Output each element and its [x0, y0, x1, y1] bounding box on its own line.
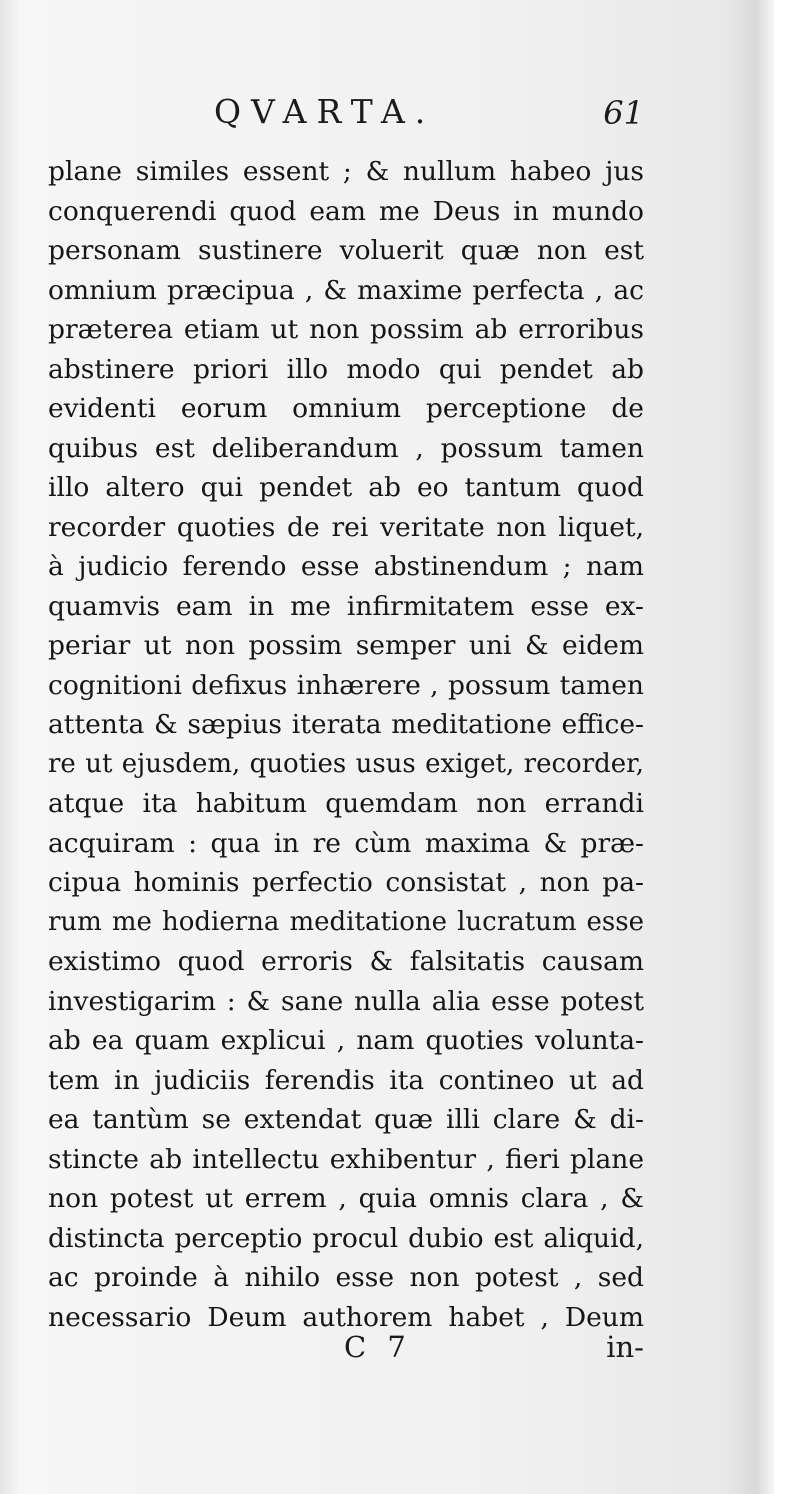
signature-mark: C 7 — [344, 1330, 412, 1364]
text-line: cipua hominis perfectio consistat , non pa- — [48, 867, 644, 898]
text-line: quamvis eam in me infirmitatem esse ex- — [48, 590, 644, 622]
text-line: cognitioni defixus inhærere , possum tamen — [48, 669, 644, 701]
text-line: quibus est deliberandum , possum tamen — [48, 432, 644, 464]
page-number: 61 — [603, 94, 644, 132]
text-line: acquiram : qua in re cùm maxima & præ- — [48, 827, 644, 859]
page-header — [48, 92, 644, 136]
text-line: evidenti eorum omnium perceptione de — [48, 393, 644, 424]
text-line: ea tantùm se extendat quæ illi clare & di- — [48, 1104, 644, 1135]
text-line: rum me hodierna meditatione lucratum esse — [48, 906, 644, 937]
text-line: necessario Deum authorem habet , Deum — [48, 1301, 644, 1333]
body-text — [48, 152, 644, 1337]
page-edge — [774, 0, 788, 1494]
text-line: præterea etiam ut non possim ab erroribus — [48, 314, 644, 345]
catchword: in- — [606, 1330, 644, 1364]
text-line: stincte ab intellectu exhibentur , fieri plane — [48, 1143, 644, 1175]
text-line: tem in judiciis ferendis ita contineo ut ad — [48, 1064, 644, 1096]
text-line: conquerendi quod eam me Deus in mundo — [48, 195, 644, 227]
running-title: QVARTA. — [214, 92, 436, 131]
page-footer — [48, 1330, 644, 1370]
text-line: investigarim : & sane nulla alia esse potest — [48, 985, 644, 1017]
text-line: personam sustinere voluerit quæ non est — [48, 235, 644, 266]
text-line: non potest ut errem , quia omnis clara , & — [48, 1183, 644, 1214]
text-line: illo altero qui pendet ab eo tantum quod — [48, 472, 644, 503]
text-line: à judicio ferendo esse abstinendum ; nam — [48, 551, 644, 582]
text-line: ac proinde à nihilo esse non potest , sed — [48, 1262, 644, 1293]
text-line: atque ita habitum quemdam non errandi — [48, 788, 644, 819]
text-line: abstinere priori illo modo qui pendet ab — [48, 353, 644, 385]
text-line: recorder quoties de rei veritate non liquet, — [48, 511, 644, 543]
text-line: distincta perceptio procul dubio est aliquid, — [48, 1222, 644, 1254]
text-line: periar ut non possim semper uni & eidem — [48, 630, 644, 661]
text-line: ab ea quam explicui , nam quoties volunta- — [48, 1025, 644, 1056]
text-line: existimo quod erroris & falsitatis causam — [48, 946, 644, 977]
text-line: attenta & sæpius iterata meditatione effice- — [48, 709, 644, 740]
page-gutter — [0, 0, 18, 1494]
text-line: re ut ejusdem, quoties usus exiget, recorder, — [48, 748, 644, 779]
text-line: plane similes essent ; & nullum habeo jus — [48, 156, 644, 187]
text-line: omnium præcipua , & maxime perfecta , ac — [48, 274, 644, 306]
